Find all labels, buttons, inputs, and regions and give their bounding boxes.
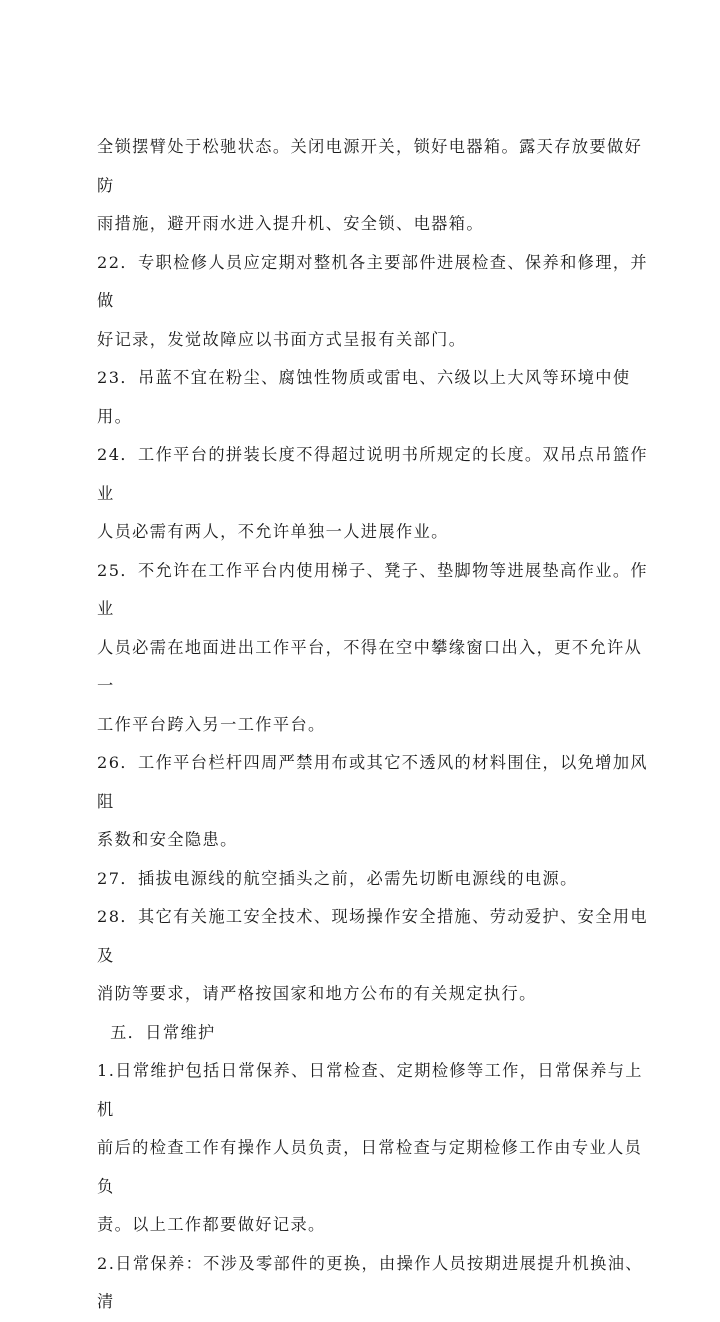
document-body: [97, 128, 657, 1322]
paragraph-22: 22．专职检修人员应定期对整机各主要部件进展检查、保养和修理，并做 好记录，发觉故障应以书面方式呈报有关部门。: [97, 252, 649, 349]
paragraph-27: 27．插拔电源线的航空插头之前，必需先切断电源线的电源。: [97, 868, 578, 888]
paragraph-21-continued: 全锁摆臂处于松驰状态。关闭电源开关，锁好电器箱。露天存放要做好防 雨措施，避开雨水进入提升机、安全锁、电器箱。: [97, 137, 643, 233]
paragraph-23: 23．吊蓝不宜在粉尘、腐蚀性物质或雷电、六级以上大风等环境中使用。: [97, 368, 631, 426]
paragraph-28: 28．其它有关施工安全技术、现场操作安全措施、劳动爱护、安全用电及 消防等要求，请严格按国家和地方公布的有关规定执行。: [97, 907, 649, 1003]
paragraph-maintenance-1: 1.日常维护包括日常保养、日常检查、定期检修等工作，日常保养与上机 前后的检查工作有操作人员负责，日常检查与定期检修工作由专业人员负 责。以上工作都要做好记录。: [97, 1061, 643, 1234]
paragraph-maintenance-2: 2.日常保养：不涉及零部件的更换，由操作人员按期进展提升机换油、清: [97, 1253, 643, 1311]
section-heading-daily-maintenance: 五．日常维护: [97, 1022, 216, 1042]
paragraph-25: 25．不允许在工作平台内使用梯子、凳子、垫脚物等进展垫高作业。作业 人员必需在地面进出工作平台，不得在空中攀缘窗口出入，更不允许从一 工作平台跨入另一工作平台。: [97, 560, 649, 734]
paragraph-26: 26．工作平台栏杆四周严禁用布或其它不透风的材料围住，以免增加风阻 系数和安全隐患。: [97, 753, 649, 849]
paragraph-24: 24．工作平台的拼装长度不得超过说明书所规定的长度。双吊点吊篮作业 人员必需有两人，不允许单独一人进展作业。: [97, 445, 649, 541]
